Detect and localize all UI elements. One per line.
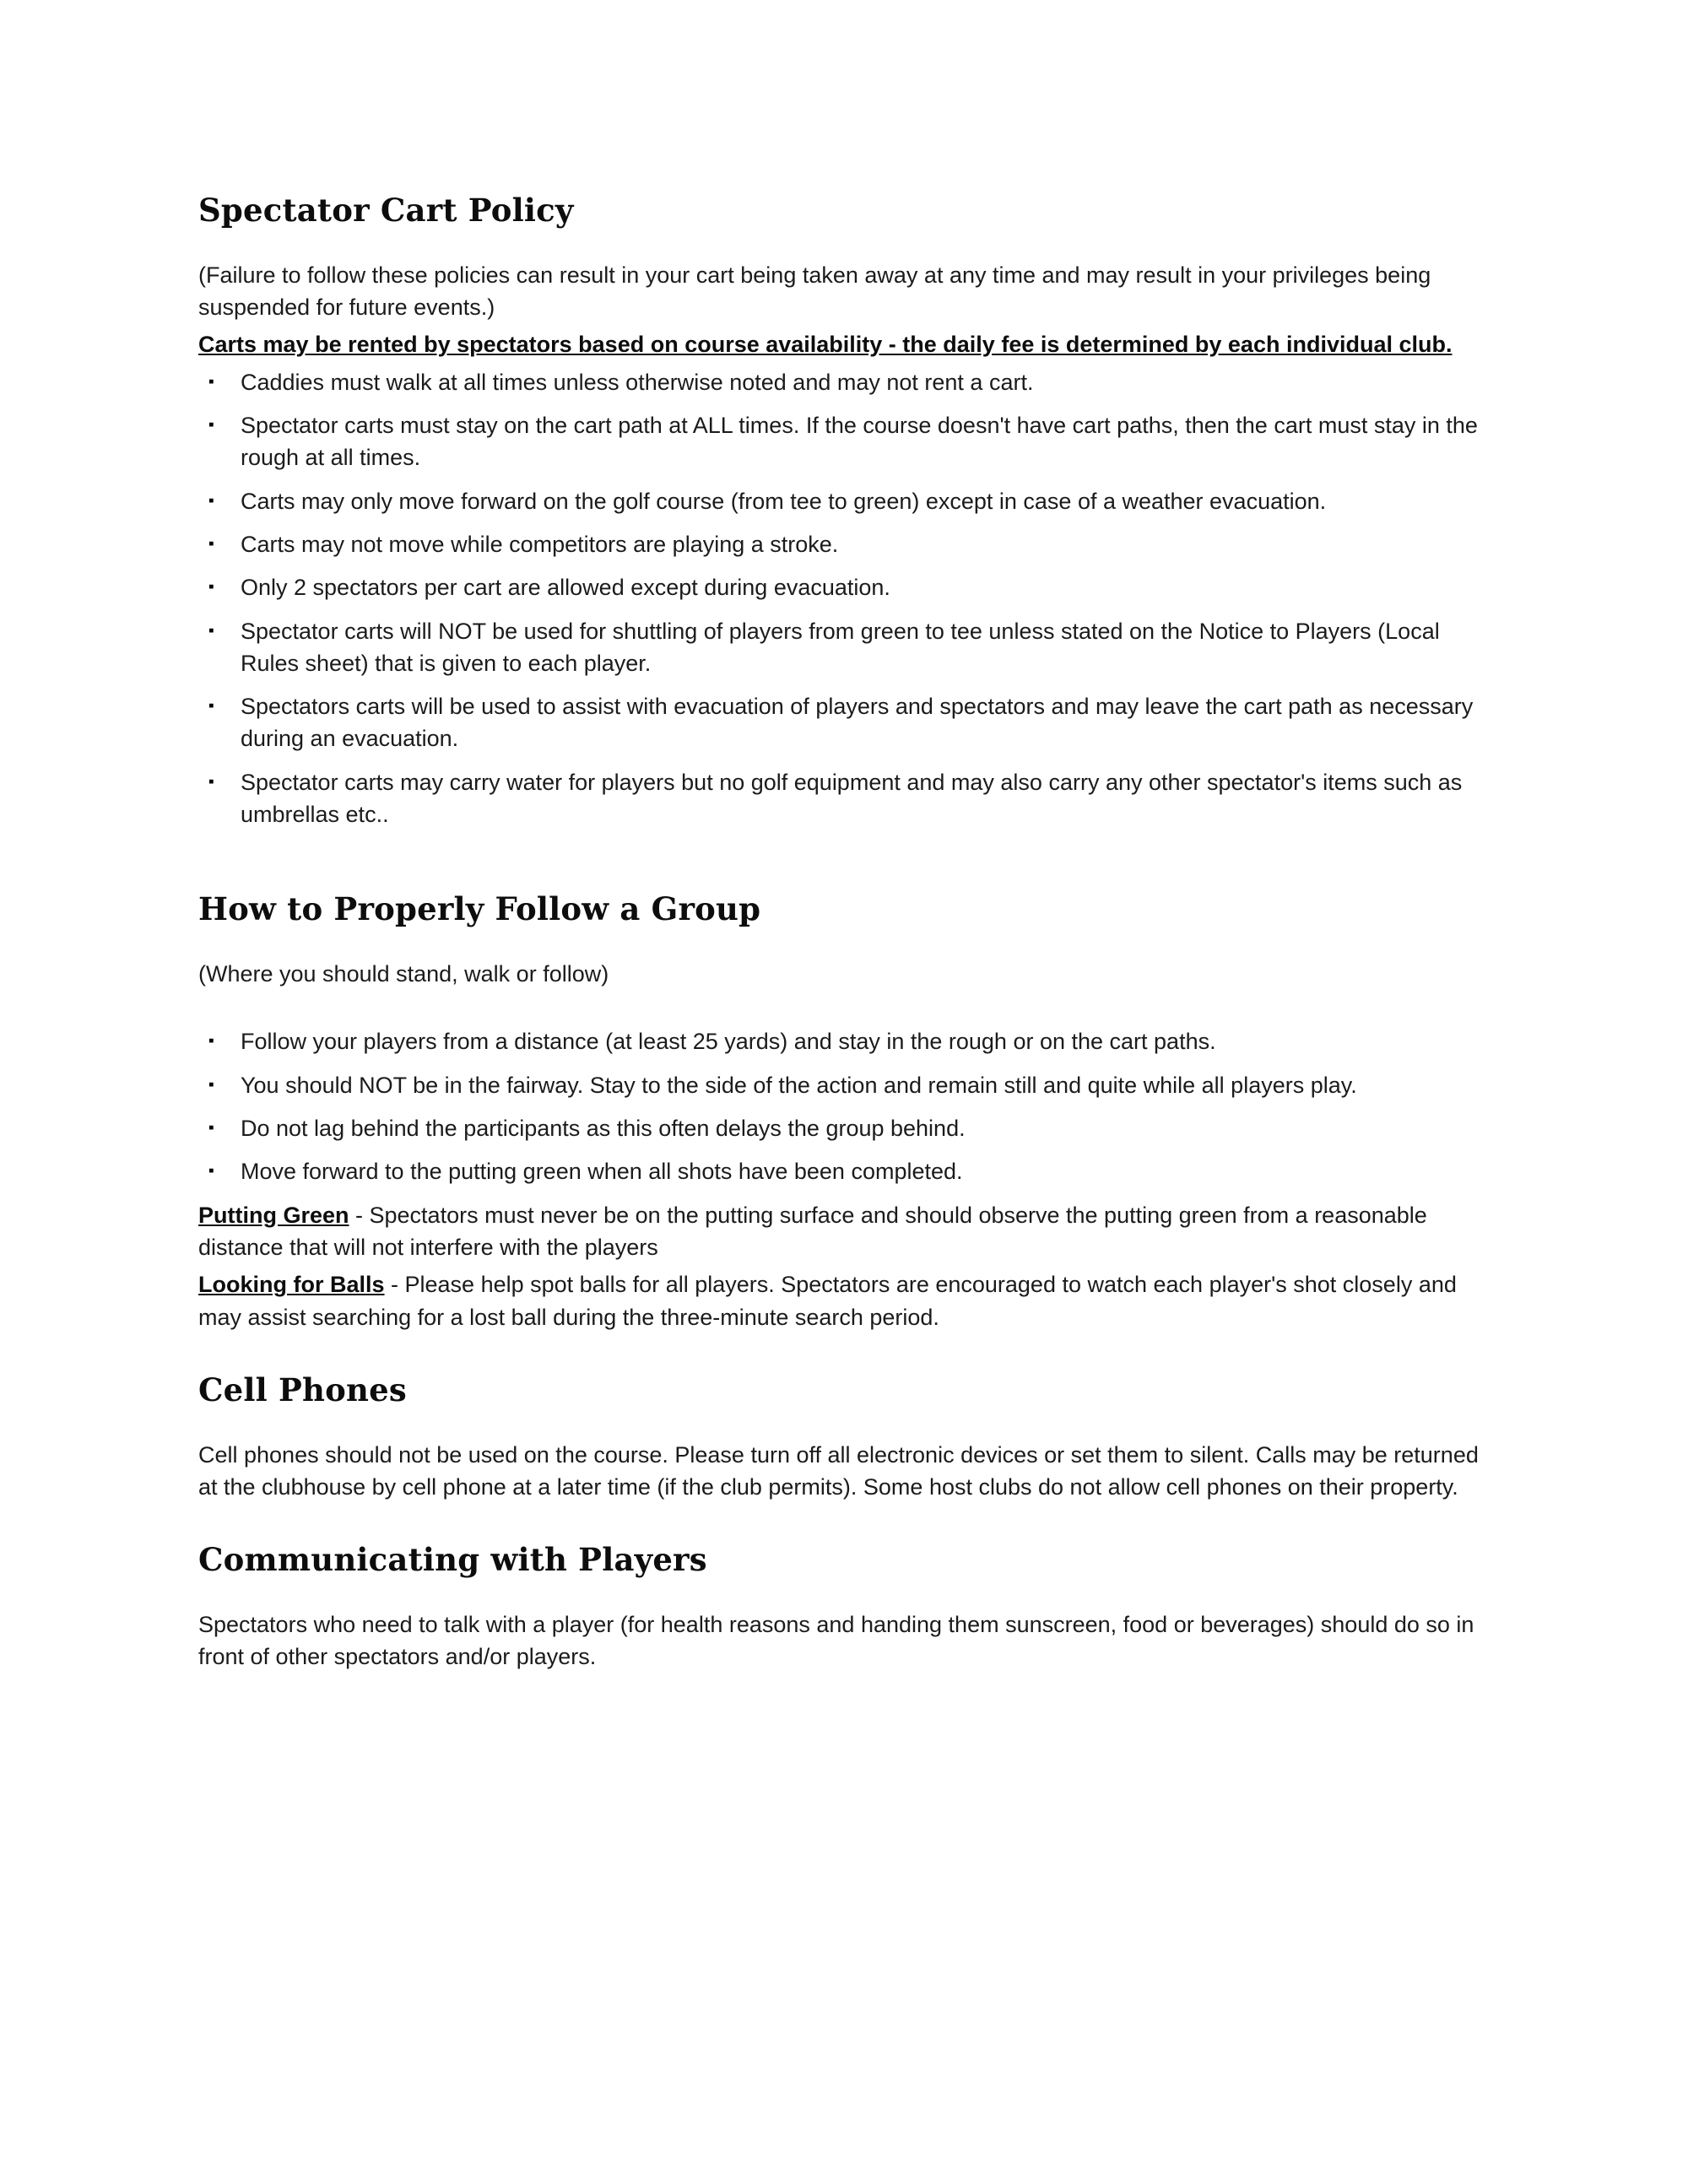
bullet-icon: ▪: [208, 1119, 214, 1137]
cart-policy-bullet-list: [198, 366, 1487, 831]
section-communicating-with-players: [198, 1542, 1487, 1673]
looking-for-balls-text: - Please help spot balls for all players. Spectators are encouraged to watch each player's shot closely and may assist searching for a lost ball during the three-minute search period.: [198, 1272, 1457, 1330]
bullet-text: Carts may not move while competitors are playing a stroke.: [241, 531, 839, 557]
bullet-text: You should NOT be in the fairway. Stay to the side of the action and remain still and quite while all players play.: [241, 1072, 1357, 1098]
bullet-icon: ▪: [208, 534, 214, 553]
intro-paragraph: (Where you should stand, walk or follow): [198, 961, 609, 987]
communicating-paragraph: Spectators who need to talk with a player (for health reasons and handing them sunscreen, food or beverages) should do so in front of other spectators and/or players.: [198, 1611, 1474, 1670]
bullet-text: Spectator carts will NOT be used for shuttling of players from green to tee unless stated on the Notice to Players (Local Rules sheet) that is given to each player.: [241, 618, 1440, 676]
section-heading-communicating: Communicating with Players: [198, 1541, 707, 1579]
bullet-text: Spectator carts may carry water for players but no golf equipment and may also carry any other spectator's items such as umbrellas etc..: [241, 769, 1463, 828]
bullet-item: [198, 571, 1487, 603]
bullet-icon: ▪: [208, 772, 214, 791]
looking-for-balls-note: [198, 1268, 1487, 1333]
bullet-text: Spectator carts must stay on the cart path at ALL times. If the course doesn't have cart paths, then the cart must stay in the rough at all times.: [241, 412, 1478, 471]
bullet-item: [198, 766, 1487, 831]
lead-in-text: Carts may be rented by spectators based on course availability - the daily fee is determined by each individual club.: [198, 332, 1453, 358]
section-heading-follow-a-group: How to Properly Follow a Group: [198, 890, 761, 928]
bullet-text: Only 2 spectators per cart are allowed except during evacuation.: [241, 575, 890, 601]
bullet-item: [198, 1112, 1487, 1144]
bullet-text: Carts may only move forward on the golf course (from tee to green) except in case of a weather evacuation.: [241, 488, 1327, 514]
section-heading-spectator-cart-policy: Spectator Cart Policy: [198, 192, 574, 229]
bullet-item: [198, 485, 1487, 517]
bullet-icon: ▪: [208, 1162, 214, 1181]
bullet-icon: ▪: [208, 578, 214, 597]
bullet-icon: ▪: [208, 697, 214, 716]
bullet-text: Move forward to the putting green when all shots have been completed.: [241, 1159, 963, 1185]
bullet-item: [198, 615, 1487, 680]
putting-green-text: - Spectators must never be on the putting surface and should observe the putting green from a reasonable distance that will not interfere with the players: [198, 1202, 1427, 1260]
lead-in-paragraph: [198, 328, 1487, 360]
bullet-item: [198, 1155, 1487, 1187]
bullet-text: Spectators carts will be used to assist with evacuation of players and spectators and may leave the cart path as necessary during an evacuation.: [241, 694, 1474, 752]
bullet-item: [198, 1025, 1487, 1057]
bullet-text: Caddies must walk at all times unless otherwise noted and may not rent a cart.: [241, 369, 1034, 395]
section-cell-phones: [198, 1372, 1487, 1503]
section-heading-cell-phones: Cell Phones: [198, 1370, 407, 1408]
bullet-item: [198, 528, 1487, 560]
section-spectator-cart-policy: [198, 192, 1487, 830]
bullet-icon: ▪: [208, 1032, 214, 1051]
bullet-icon: ▪: [208, 621, 214, 640]
intro-paragraph: (Failure to follow these policies can result in your cart being taken away at any time and may result in your privileges being suspended for future events.): [198, 262, 1431, 320]
putting-green-label: Putting Green: [198, 1202, 349, 1228]
bullet-item: [198, 366, 1487, 398]
looking-for-balls-label: Looking for Balls: [198, 1272, 385, 1298]
bullet-icon: ▪: [208, 415, 214, 434]
cell-phones-paragraph: Cell phones should not be used on the course. Please turn off all electronic devices or set them to silent. Calls may be returned at the clubhouse by cell phone at a later time (if the club permits). Some host clubs do not allow cell phones on their property.: [198, 1441, 1479, 1500]
bullet-icon: ▪: [208, 372, 214, 391]
bullet-item: [198, 1069, 1487, 1101]
bullet-text: Follow your players from a distance (at least 25 yards) and stay in the rough or on the cart paths.: [241, 1029, 1216, 1055]
bullet-item: [198, 690, 1487, 755]
putting-green-note: [198, 1199, 1487, 1264]
bullet-icon: ▪: [208, 491, 214, 510]
follow-group-bullet-list: [198, 1025, 1487, 1187]
bullet-item: [198, 409, 1487, 474]
bullet-text: Do not lag behind the participants as this often delays the group behind.: [241, 1116, 966, 1141]
bullet-icon: ▪: [208, 1075, 214, 1094]
section-how-to-follow-a-group: [198, 891, 1487, 1333]
